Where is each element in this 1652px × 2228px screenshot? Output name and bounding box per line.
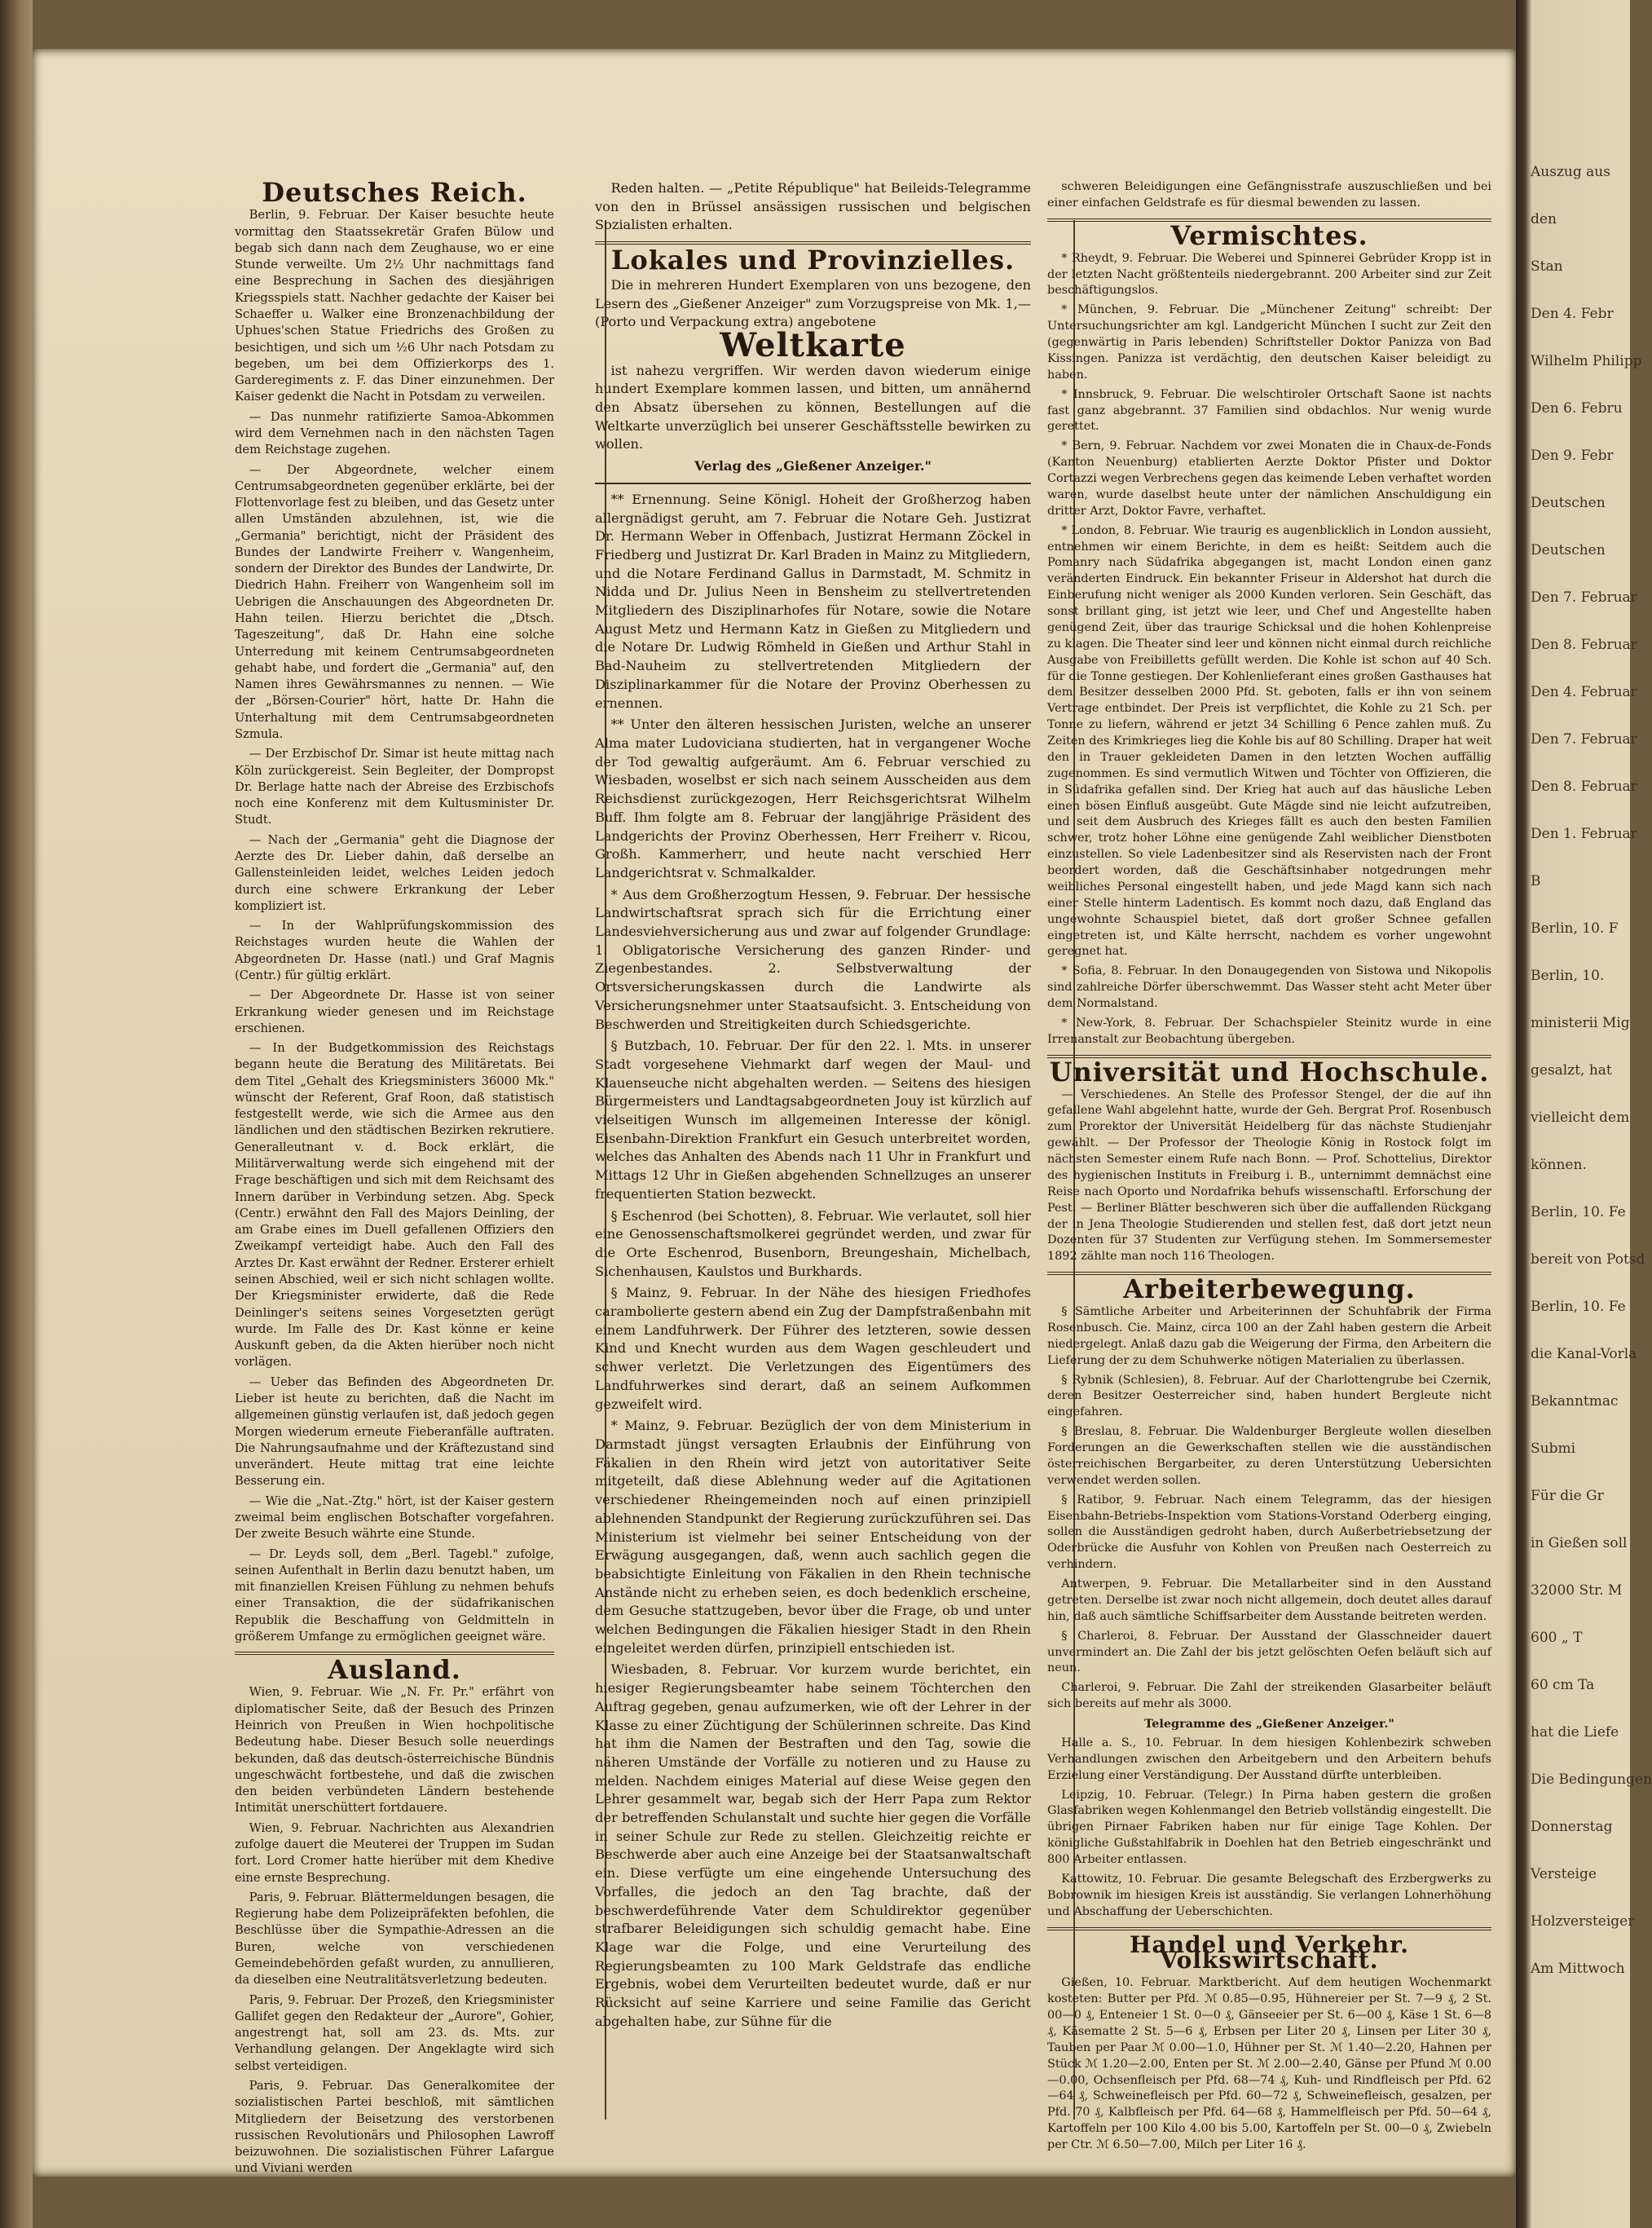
article-paragraph: Antwerpen, 9. Februar. Die Metallarbeiter sind in den Ausstand getreten. Derselbe ist zwar noch nicht allgemein, doch deutet alles darauf hin, daß auch sämtliche Schiffsarbeiter dem Ausstande beitreten werden.: [1047, 1577, 1491, 1623]
article-paragraph: schweren Beleidigungen eine Gefängnisstrafe auszuschließen und bei einer einfachen Geldstrafe es für diesmal bewenden zu lassen.: [1047, 180, 1491, 210]
article-paragraph: § Charleroi, 8. Februar. Der Ausstand der Glasschneider dauert unvermindert an. Die Zahl der bis jetzt gelöschten Oefen beläuft sich auf neun.: [1047, 1629, 1491, 1675]
edge-text-fragment: Versteige: [1531, 1866, 1597, 1882]
edge-text-fragment: Den 4. Febr: [1531, 306, 1614, 322]
article-paragraph: — In der Budgetkommission des Reichstags begann heute die Beratung des Militäretats. Bei dem Titel „Gehalt des Kriegsministers 36000 Mk." wünscht der Referent, Graf Roon, daß statistisch festgestellt werde, wie sich die Armee aus den ländlichen und den städtischen Bezirken rekrutiere. Generalleutnant v. d. Bock erklärt, die Militärverwaltung werde sich eingehend mit der Frage beschäftigen und sich mit dem Reichsamt des Innern darüber in Verbindung setzen. Abg. Speck (Centr.) erwähnt den Fall des Majors Deinling, der am Grabe eines im Duell gefallenen Offiziers den Zweikampf verteidigt habe. Auch den Fall des Arztes Dr. Kast erwähnt der Redner. Ersterer erhielt seinen Abschied, weil er sich nicht schlagen wollte. Der Kriegsminister erwiderte, daß die Rede Deinlinger's seitens seines Vorgesetzten gerügt wurde. Im Falle des Dr. Kast könne er keine Auskunft geben, da die Akten hierüber noch nicht vorlägen.: [235, 1041, 554, 1370]
article-paragraph: Wien, 9. Februar. Wie „N. Fr. Pr." erfährt von diplomatischer Seite, daß der Besuch des Prinzen Heinrich von Preußen in Wien hochpolitische Bedeutung habe. Dieser Besuch solle neuerdings bekunden, daß das deutsch-österreichische Bündnis ungeschwächt fortbestehe, und daß die zwischen den beiden verbündeten Ländern bestehende Intimität unerschüttert fortdauere.: [235, 1685, 554, 1815]
edge-text-fragment: Auszug aus: [1531, 164, 1610, 180]
edge-text-fragment: Den 7. Februar: [1531, 589, 1637, 606]
edge-text-fragment: B: [1531, 873, 1541, 889]
article-paragraph: Paris, 9. Februar. Der Prozeß, den Kriegsminister Gallifet gegen den Redakteur der „Aurore", Gohier, angestrengt hat, soll am 23. ds. Mts. zur Verhandlung gelangen. Der Angeklagte wird sich selbst verteidigen.: [235, 1992, 554, 2073]
edge-text-fragment: Stan: [1531, 258, 1563, 275]
article-paragraph: Wien, 9. Februar. Nachrichten aus Alexandrien zufolge dauert die Meuterei der Truppen im Sudan fort. Lord Cromer hatte hierüber mit dem Khedive eine ernste Besprechung.: [235, 1820, 554, 1885]
article-paragraph: — In der Wahlprüfungskommission des Reichstages wurden heute die Wahlen der Abgeordneten Dr. Hasse (natl.) und Graf Magnis (Centr.) für gültig erklärt.: [235, 919, 554, 982]
article-paragraph: * Rheydt, 9. Februar. Die Weberei und Spinnerei Gebrüder Kropp ist in der letzten Nacht größtenteils niedergebrannt. 200 Arbeiter sind zur Zeit beschäftigungslos.: [1047, 251, 1491, 298]
edge-text-fragment: in Gießen soll: [1531, 1535, 1628, 1551]
edge-text-fragment: vielleicht dem: [1531, 1110, 1630, 1126]
edge-text-fragment: können.: [1531, 1157, 1587, 1173]
article-paragraph: — Der Abgeordnete Dr. Hasse ist von seiner Erkrankung wieder genesen und im Reichstage erschienen.: [235, 988, 554, 1035]
article-paragraph: — Ueber das Befinden des Abgeordneten Dr. Lieber ist heute zu berichten, daß die Nacht im allgemeinen günstig verlaufen ist, daß jedoch gegen Morgen wiederum erneute Fieberanfälle auftraten. Die Nahrungsaufnahme und der Kräftezustand sind unverändert. Heute mittag trat eine leichte Besserung ein.: [235, 1374, 554, 1489]
section-heading-lokales: Lokales und Provinzielles.: [610, 245, 1015, 276]
article-paragraph: — Nach der „Germania" geht die Diagnose der Aerzte des Dr. Lieber dahin, daß derselbe an Gallensteinleiden leidet, welches Leiden jedoch durch eine schwere Erkrankung der Leber kompliziert ist.: [235, 832, 554, 913]
edge-text-fragment: Den 9. Febr: [1531, 448, 1614, 464]
edge-text-fragment: den: [1531, 211, 1557, 227]
article-paragraph: § Eschenrod (bei Schotten), 8. Februar. Wie verlautet, soll hier eine Genossenschaftsmolkerei gegründet werden, und zwar für die Orte Eschenrod, Busenborn, Breungeshain, Michelbach, Sichenhausen, Kaulstos und Burkhards.: [595, 1207, 1031, 1279]
column-1: [235, 179, 554, 2181]
edge-text-fragment: Berlin, 10.: [1531, 968, 1605, 984]
article-paragraph: — Das nunmehr ratifizierte Samoa-Abkommen wird dem Vernehmen nach in den nächsten Tagen dem Reichstage zugehen.: [235, 409, 554, 457]
edge-text-fragment: Bekanntmac: [1531, 1393, 1619, 1410]
edge-text-fragment: die Kanal-Vorla: [1531, 1346, 1637, 1362]
section-heading-ausland: Ausland.: [328, 1654, 461, 1686]
edge-text-fragment: Berlin, 10. F: [1531, 920, 1619, 937]
article-paragraph: — Dr. Leyds soll, dem „Berl. Tagebl." zufolge, seinen Aufenthalt in Berlin dazu benutzt haben, um mit finanziellen Kreisen Fühlung zu nehmen behufs einer Transaktion, die der südafrikanischen Republik die Beschaffung von Geldmitteln in größerem Umfange zu ermöglichen geeignet wäre.: [235, 1546, 554, 1643]
article-paragraph: * Aus dem Großherzogtum Hessen, 9. Februar. Der hessische Landwirtschaftsrat sprach sich für die Errichtung einer Landesviehversicherung aus und zwar auf folgender Grundlage: 1. Obligatorische Versicherung des ganzen Rinder- und Ziegenbestandes. 2. Selbstverwaltung der Ortsversicherungskassen durch die Landwirte als Versicherungsnehmer unter Staatsaufsicht. 3. Entscheidung von Beschwerden und Streitigkeiten durch Schiedsgerichte.: [595, 886, 1031, 1032]
article-paragraph: * London, 8. Februar. Wie traurig es augenblicklich in London aussieht, entnehmen wir einem Berichte, in dem es heißt: Seitdem auch die Pomanry nach Südafrika abgegangen ist, macht London einen ganz veränderten Eindruck. Ein bekannter Friseur in Aldershot hat durch die Einberufung nicht weniger als 2000 Kunden verloren. Sein Geschäft, das sonst brillant ging, ist jetzt wie leer, und Chef und Angestellte haben genügend Zeit, über das traurige Schicksal und die hohen Kohlenpreise zu klagen. Die Theater sind leer und können nicht einmal durch reichliche Ausgabe von Freibilletts gefüllt werden. Die Kohle ist schon auf 40 Sch. für die Tonne gestiegen. Der Kohlenlieferant eines großen Gasthauses hat dem Besitzer desselben 2000 Pfd. St. geboten, falls er ihn von seinem Vertrage entbindet. Der Preis ist verpflichtet, die Kohle zu 21 Sch. per Tonne zu liefern, während er jetzt 34 Schilling 6 Pence zahlen muß. Zu Zeiten des Krimkrieges lieg die Kohle bis auf 80 Schilling. Draper hat weit den in Trauer gekleideten Damen in den letzten Wochen auffällig zugenommen. Es sind vermutlich Witwen und Töchter von Offizieren, die in Südafrika gefallen sind. Der Krieg hat auch auf das häusliche Leben einen bösen Einfluß ausgeübt. Gute Mägde sind nie leicht aufzutreiben, und seit dem Ausbruch des Krieges fällt es auch den besten Familien schwer, trotz hoher Löhne eine genügende Zahl weiblicher Dienstboten einzustellen. So viele Ladenbesitzer sind als Reservisten nach der Front beordert worden, daß die Geschäftsinhaber notgedrungen mehr weibliches Personal eingestellt haben, und jede Magd kann sich nach einer Stelle hinterm Ladentisch. Es kommt noch dazu, daß England das ungewohnte Schauspiel bietet, daß dort großer Schnee gefallen eingetreten ist, und Kälte herrscht, nachdem es vorher ungewohnt geregnet hat.: [1047, 523, 1491, 959]
section-rule: [595, 483, 1031, 484]
edge-text-fragment: 600 „ T: [1531, 1630, 1583, 1646]
weltkarte-notice-text: ist nahezu vergriffen. Wir werden davon wiederum einige hundert Exemplare kommen lassen, und bitten, um annähernd den Absatz übersehen zu können, Bestellungen auf die Weltkarte unverzüglich bei unserer Geschäftsstelle bewirken zu wollen.: [595, 362, 1031, 452]
article-paragraph: — Wie die „Nat.-Ztg." hört, ist der Kaiser gestern zweimal beim englischen Botschafter vorgefahren. Der zweite Besuch währte eine Stunde.: [235, 1493, 554, 1542]
article-paragraph: § Mainz, 9. Februar. In der Nähe des hiesigen Friedhofes carambolierte gestern abend ein Zug der Dampfstraßenbahn mit einem Landfuhrwerk. Der Führer des letzteren, sowie dessen Kind und Knecht wurden aus dem Wagen geschleudert und schwer verletzt. Die Verletzungen des Eigentümers des Landfuhrwerkes sind derart, daß an seinem Aufkommen gezweifelt wird.: [595, 1285, 1031, 1412]
edge-text-fragment: Den 4. Februar: [1531, 684, 1637, 700]
article-paragraph: § Breslau, 8. Februar. Die Waldenburger Bergleute wollen dieselben Forderungen an die Gewerkschaften stellen wie die ausständischen österreichischen Bergarbeiter, zu deren Unterstützung Uebersichten verwendet werden sollen.: [1047, 1425, 1491, 1487]
edge-text-fragment: Den 7. Februar: [1531, 731, 1637, 748]
article-paragraph: ** Unter den älteren hessischen Juristen, welche an unserer Alma mater Ludoviciana studierten, hat in vergangener Woche der Tod gewaltig aufgeräumt. Am 6. Februar verschied zu Wiesbaden, woselbst er sich nach seinem Ausscheiden aus dem Reichsdienst zurückgezogen, Herr Reichsgerichtsrat Wilhelm Buff. Ihm folgte am 8. Februar der langjährige Präsident des Landgerichts der Provinz Oberhessen, Herr Freiherr v. Ricou, Großh. Kammerherr, und heute nacht verschied Herr Landgerichtsrat v. Schmalkalder.: [595, 717, 1031, 880]
edge-text-fragment: Donnerstag: [1531, 1819, 1613, 1835]
edge-text-fragment: Am Mittwoch: [1531, 1961, 1625, 1977]
edge-text-fragment: bereit von Potsd: [1531, 1251, 1645, 1268]
edge-text-fragment: Den 8. Februar: [1531, 637, 1637, 653]
section-heading-arbeiterbewegung: Arbeiterbewegung.: [1123, 1273, 1416, 1305]
article-paragraph: * Mainz, 9. Februar. Bezüglich der von dem Ministerium in Darmstadt jüngst versagten Erlaubnis der Einführung von Fäkalien in den Rhein wird jetzt von autoritativer Seite mitgeteilt, daß diese Ablehnung weder auf die Agitationen verschiedener Rheingemeinden noch auf einen prinzipiell ablehnenden Standpunkt der Regierung zurückzuführen sei. Das Ministerium ist vielmehr bei seiner Entscheidung von der Erwägung ausgegangen, daß, wenn auch sachlich gegen die beabsichtigte Einleitung von Fäkalien in den Rhein technische Anstände nicht zu erheben seien, es doch bedenklich erscheine, dem Gesuche stattzugeben, bevor über die Frage, ob und unter welchen Bedingungen die Fäkalien hiesiger Stadt in den Rhein eingeleitet werden dürfen, prinzipiell entschieden ist.: [595, 1418, 1031, 1656]
article-paragraph: — Der Erzbischof Dr. Simar ist heute mittag nach Köln zurückgereist. Sein Begleiter, der Dompropst Dr. Berlage hatte nach der Abreise des Erzbischofs noch eine Konferenz mit dem Kultusminister Dr. Studt.: [235, 747, 554, 827]
article-paragraph: * Sofia, 8. Februar. In den Donaugegenden von Sistowa und Nikopolis sind zahlreiche Dörfer überschwemmt. Das Wasser steht acht Meter über dem Normalstand.: [1047, 964, 1491, 1010]
article-paragraph: Leipzig, 10. Februar. (Telegr.) In Pirna haben gestern die großen Glasfabriken wegen Kohlenmangel den Betrieb vollständig eingestellt. Die übrigen Pirnaer Fabriken haben nur für einige Tage Kohlen. Der königliche Gußstahlfabrik in Doehlen hat den Betrieb eingeschränkt und 800 Arbeiter entlassen.: [1047, 1788, 1491, 1866]
edge-text-fragment: Submi: [1531, 1440, 1576, 1457]
edge-text-fragment: Den 8. Februar: [1531, 779, 1637, 795]
publisher-signature: Verlag des „Gießener Anzeiger.": [694, 458, 932, 474]
article-paragraph: * Bern, 9. Februar. Nachdem vor zwei Monaten die in Chaux-de-Fonds (Kanton Neuenburg) etablierten Aerzte Doktor Pfister und Doktor Cortazzi wegen Verbrechens gegen das keimende Leben verhaftet worden waren, wurde daselbst heute unter der nämlichen Anschuldigung ein dritter Arzt, Doktor Favre, verhaftet.: [1047, 439, 1491, 518]
edge-text-fragment: Den 1. Februar: [1531, 826, 1637, 842]
edge-text-fragment: Berlin, 10. Fe: [1531, 1299, 1626, 1315]
article-paragraph: § Ratibor, 9. Februar. Nach einem Telegramm, das der hiesigen Eisenbahn-Betriebs-Inspektion vom Stations-Vorstand Oderberg einging, sollen die Ausständigen gedroht haben, durch Außerbetriebsetzung der Oderbrücke die Ausfuhr von Kohlen von Preußen nach Oesterreich zu verhindern.: [1047, 1493, 1491, 1572]
article-paragraph: * New-York, 8. Februar. Der Schachspieler Steinitz wurde in eine Irrenanstalt zur Beobachtung übergeben.: [1047, 1016, 1491, 1046]
edge-text-fragment: Holzversteiger: [1531, 1913, 1635, 1930]
edge-text-fragment: Wilhelm Philipp: [1531, 353, 1642, 369]
edge-text-fragment: Deutschen: [1531, 542, 1606, 558]
article-paragraph: ** Ernennung. Seine Königl. Hoheit der Großherzog haben allergnädigst geruht, am 7. Februar die Notare Geh. Justizrat Dr. Hermann Weber in Offenbach, Justizrat Hermann Zöckel in Friedberg und Justizrat Dr. Karl Braden in Mainz zu Mitgliedern, und die Notare Ferdinand Gallus in Darmstadt, M. Schmitz in Nidda und Dr. Julius Neen in Bensheim zu stellvertretenden Mitgliedern des Disziplinarhofes für Notare, sowie die Notare August Metz und Hermann Katz in Gießen zu Mitgliedern und die Notare Dr. Ludwig Römheld in Gießen und Arthur Stahl in Bad-Nauheim zu stellvertretenden Mitgliedern der Disziplinarkammer für die Notare der Provinz Oberhessen zu ernennen.: [595, 491, 1031, 711]
article-paragraph: Halle a. S., 10. Februar. In dem hiesigen Kohlenbezirk schweben Verhandlungen zwischen den Arbeitgebern und den Arbeitern behufs Erzielung einer Verständigung. Der Ausstand dürfte unterbleiben.: [1047, 1736, 1491, 1782]
section-heading-vermischtes: Vermischtes.: [1170, 219, 1368, 251]
weltkarte-heading: Weltkarte: [720, 325, 906, 364]
book-binding: [0, 0, 33, 2228]
article-paragraph: Paris, 9. Februar. Blättermeldungen besagen, die Regierung habe dem Polizeipräfekten befohlen, die Beschlüsse über die Sympathie-Adressen an die Buren, welche von verschiedenen Gemeindebehörden gefaßt wurden, zu annullieren, da dieselben eine Neutralitätsverletzung bedeuten.: [235, 1890, 554, 1988]
edge-text-fragment: 32000 Str. M: [1531, 1582, 1623, 1599]
article-paragraph: — Verschiedenes. An Stelle des Professor Stengel, der die auf ihn gefallene Wahl abgelehnt hatte, wurde der Geh. Bergrat Prof. Rosenbusch zum Prorektor der Universität Heidelberg für das nächste Studienjahr gewählt. — Der Professor der Theologie König in Rostock folgt im nächsten Semester einem Rufe nach Bonn. — Prof. Schottelius, Direktor des hygienischen Instituts in Freiburg i. B., unternimmt demnächst eine Reise nach Oporto und Nordafrika behufs wissenschaftl. Erforschung der Pest. — Berliner Blätter beschweren sich über die auffallenden Rückgang der in Jena Theologie Studierenden und stellen fest, daß dort jetzt neun Dozenten für 37 Studenten zur Verfügung stehen. Im Sommersemester 1892 zählte man noch 116 Theologen.: [1047, 1088, 1491, 1264]
section-heading-deutsches-reich: Deutsches Reich.: [262, 177, 527, 208]
article-paragraph: § Butzbach, 10. Februar. Der für den 22. l. Mts. in unserer Stadt vorgesehene Viehmarkt darf wegen der Maul- und Klauenseuche nicht abgehalten werden. — Seitens des hiesigen Bürgermeisters und Landtagsabgeordneten Jouy ist kürzlich auf vielseitigen Wunsch im allgemeinen Interesse der königl. Eisenbahn-Direktion Frankfurt ein Gesuch unterbreitet worden, welches das Anhalten des Abends nach 11 Uhr in Frankfurt und Mittags 12 Uhr in Gießen abgehenden Schnellzuges an unserer frequentierten Station bezweckt.: [595, 1038, 1031, 1202]
edge-text-fragment: Berlin, 10. Fe: [1531, 1204, 1626, 1220]
section-heading-handel: Handel und Verkehr. Volkswirtschaft.: [1130, 1930, 1409, 1974]
edge-text-fragment: hat die Liefe: [1531, 1724, 1619, 1740]
edge-text-fragment: 60 cm Ta: [1531, 1677, 1595, 1693]
article-paragraph: Paris, 9. Februar. Das Generalkomitee der sozialistischen Partei beschloß, mit sämtlichen Mitgliedern der Beisetzung des verstorbenen russischen Revolutionärs und Philosophen Lawroff beizuwohnen. Die sozialistischen Führer Lafargue und Viviani werden: [235, 2078, 554, 2176]
edge-text-fragment: Deutschen: [1531, 495, 1606, 511]
article-paragraph: § Sämtliche Arbeiter und Arbeiterinnen der Schuhfabrik der Firma Rosenbusch. Cie. Mainz, circa 100 an der Zahl haben gestern die Arbeit niedergelegt. Anlaß dazu gab die Weigerung der Firma, den Arbeitern die Lieferung der zu dem Schuhwerke nötigen Materialien zu überlassen.: [1047, 1305, 1491, 1367]
article-paragraph: Wiesbaden, 8. Februar. Vor kurzem wurde berichtet, ein hiesiger Regierungsbeamter habe seinem Töchterchen den Auftrag gegeben, genau aufzumerken, wie oft der Lehrer in der Klasse zu einer Züchtigung der Schülerinnen schreite. Das Kind hat ihm die Namen der Bestraften und den Tag, sowie die näheren Umstände der Vorfälle zu notieren und zu Hause zu melden. Nachdem einiges Material auf diese Weise gegen den Lehrer gesammelt war, begab sich der Herr Papa zum Rektor der betreffenden Schulanstalt und suchte hier gegen die Vorfälle in seiner Schule zur Rede zu stellen. Gleichzeitig reichte er Beschwerde aber auch eine Anzeige bei der Staatsanwaltschaft ein. Diese verfügte um eine eingehende Untersuchung des Vorfalles, die jedoch an den Tag brachte, daß der beschwerdeführende Vater dem Schuldirektor gegenüber strafbarer Beleidigungen sich schuldig gemacht habe. Eine Klage war die Folge, und eine Verurteilung des Regierungsbeamten zu 100 Mark Geldstrafe das endliche Ergebnis, wobei dem Verurteilten bedeutet wurde, daß er nur Rücksicht auf seine Karriere und seine Familie das Gericht abgehalten habe, zur Sühne für die: [595, 1661, 1031, 2029]
edge-text-fragment: Die Bedingungen: [1531, 1771, 1652, 1788]
edge-text-fragment: Den 6. Febru: [1531, 400, 1623, 417]
article-paragraph: § Rybnik (Schlesien), 8. Februar. Auf der Charlottengrube bei Czernik, deren Besitzer Oesterreicher sind, haben hundert Bergleute nicht eingefahren.: [1047, 1373, 1491, 1419]
telegram-heading: Telegramme des „Gießener Anzeiger.": [1144, 1717, 1394, 1731]
column-2: [595, 179, 1031, 2035]
weltkarte-notice: Die in mehreren Hundert Exemplaren von uns bezogene, den Lesern des „Gießener Anzeiger" zum Vorzugspreise von Mk. 1,— (Porto und Verpackung extra) angebotene: [595, 276, 1031, 330]
article-paragraph: Kattowitz, 10. Februar. Die gesamte Belegschaft des Erzbergwerks zu Bobrownik im hiesigen Kreis ist ausständig. Sie verlangen Lohnerhöhung und Abschaffung der Ueberschichten.: [1047, 1872, 1491, 1918]
market-report: Gießen, 10. Februar. Marktbericht. Auf dem heutigen Wochenmarkt kosteten: Butter per Pfd. ℳ 0.85—0.95, Hühnereier per St. 7—9 ₰, 2 St. 00—0 ₰, Enteneier 1 St. 0—0 ₰, Gänseeier per St. 6—00 ₰, Käse 1 St. 6—8 ₰, Käsematte 2 St. 5—6 ₰, Erbsen per Liter 20 ₰, Linsen per Liter 30 ₰, Tauben per Paar ℳ 0.00—1.0, Hühner per St. ℳ 1.40—2.20, Hahnen per Stück ℳ 1.20—2.00, Enten per St. ℳ 2.00—2.40, Gänse per Pfund ℳ 0.00—0.00, Ochsenfleisch per Pfd. 68—74 ₰, Kuh- und Rindfleisch per Pfd. 62—64 ₰, Schweinefleisch per Pfd. 60—72 ₰, Schweinefleisch, gesalzen, per Pfd. 70 ₰, Kalbfleisch per Pfd. 64—68 ₰, Hammelfleisch per Pfd. 50—64 ₰, Kartoffeln per 100 Kilo 4.00 bis 5.00, Kartoffeln per St. 00—0 ₰, Zwiebeln per Ctr. ℳ 6.50—7.00, Milch per Liter 16 ₰.: [1047, 1976, 1491, 2151]
column-3: [1047, 179, 1491, 2157]
edge-text-fragment: gesalzt, hat: [1531, 1062, 1612, 1079]
edge-text-fragment: ministerii Mig: [1531, 1015, 1630, 1031]
newspaper-page: [33, 49, 1516, 2177]
next-page-edge: [1516, 0, 1652, 2228]
section-rule: [1047, 1927, 1491, 1930]
edge-text-fragment: Für die Gr: [1531, 1488, 1604, 1504]
article-paragraph: — Der Abgeordnete, welcher einem Centrumsabgeordneten gegenüber erklärte, bei der Flottenvorlage fest zu bleiben, und das Gesetz unter allen Umständen abzulehnen, ist, wie die „Germania" berichtigt, nicht der Präsident des Bundes der Landwirte Freiherr v. Wangenheim, sondern der Direktor des Bundes der Landwirte, Dr. Diedrich Hahn. Freiherr von Wangenheim soll im Uebrigen die Anschauungen des Abgeordneten Dr. Hahn teilen. Hierzu berichtet die „Dtsch. Tageszeitung", daß Dr. Hahn eine solche Unterredung mit keinem Centrumsabgeordneten gehabt habe, und fordert die „Germania" auf, den Namen ihres Gewährsmannes zu nennen. — Wie der „Börsen-Courier" hört, hatte Dr. Hahn die Unterhaltung mit dem Centrumsabgeordneten Szmula.: [235, 462, 554, 741]
article-paragraph: Reden halten. — „Petite République" hat Beileids-Telegramme von den in Brüssel ansässigen russischen und belgischen Sozialisten erhalten.: [595, 180, 1031, 233]
article-paragraph: * Innsbruck, 9. Februar. Die welschtiroler Ortschaft Saone ist nachts fast ganz abgebrannt. 37 Familien sind obdachlos. Nur wenig wurde gerettet.: [1047, 387, 1491, 434]
section-heading-universitaet: Universität und Hochschule.: [1049, 1056, 1490, 1088]
article-paragraph: Charleroi, 9. Februar. Die Zahl der streikenden Glasarbeiter beläuft sich bereits auf mehr als 3000.: [1047, 1681, 1491, 1711]
article-paragraph: Berlin, 9. Februar. Der Kaiser besuchte heute vormittag den Staatssekretär Grafen Bülow und begab sich dann nach dem Zeughause, wo er eine Stunde verweilte. Um 2½ Uhr nachmittags fand eine Besprechung in Sachen des diesjährigen Kriegsspiels statt. Nachher gedachte der Kaiser bei Schaeffer u. Walker eine Bronzenachbildung der Uphues'schen Statue Friedrichs des Großen zu besichtigen, und sich um ½6 Uhr nach Potsdam zu begeben, um bei dem Offizierkorps des 1. Garderegiments z. F. das Diner einzunehmen. Der Kaiser gedenkt die Nacht in Potsdam zu verweilen.: [235, 208, 554, 404]
article-paragraph: * München, 9. Februar. Die „Münchener Zeitung" schreibt: Der Untersuchungsrichter am kgl. Landgericht München I sucht zur Zeit den (gegenwärtig in Paris lebenden) Schriftsteller Doktor Panizza von Bad Kissingen. Panizza ist verdächtig, den deutschen Kaiser beleidigt zu haben.: [1047, 303, 1491, 382]
